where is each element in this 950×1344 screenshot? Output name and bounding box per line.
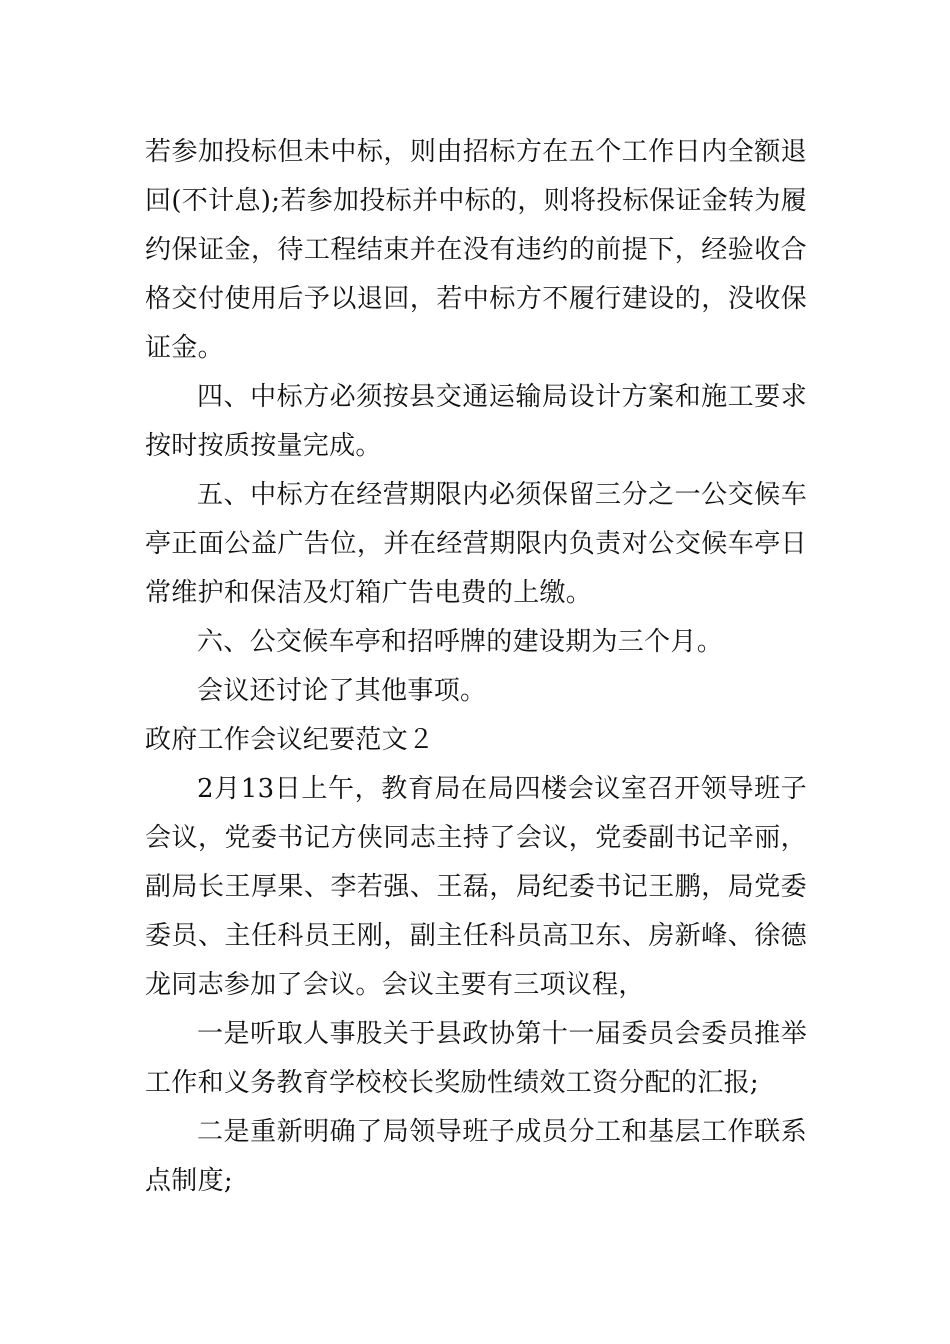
document-body [145, 128, 807, 1206]
paragraph-agenda-one: 一是听取人事股关于县政协第十一届委员会委员推举工作和义务教育学校校长奖励性绩效工资分配的汇报; [145, 1019, 807, 1098]
paragraph-bid-deposit: 若参加投标但未中标，则由招标方在五个工作日内全额退回(不计息);若参加投标并中标的，则将投标保证金转为履约保证金，待工程结束并在没有违约的前提下，经验收合格交付使用后予以退回，若中标方不履行建设的，没收保证金。 [145, 137, 807, 363]
paragraph-meeting-intro: 2月13日上午，教育局在局四楼会议室召开领导班子会议，党委书记方侠同志主持了会议，党委副书记辛丽，副局长王厚果、李若强、王磊，局纪委书记王鹏，局党委委员、主任科员王刚，副主任科员高卫东、房新峰、徐德龙同志参加了会议。会议主要有三项议程， [145, 774, 807, 1000]
paragraph-other-matters: 会议还讨论了其他事项。 [197, 676, 487, 706]
paragraph-item-five: 五、中标方在经营期限内必须保留三分之一公交候车亭正面公益广告位，并在经营期限内负责对公交候车亭日常维护和保洁及灯箱广告电费的上缴。 [145, 480, 807, 608]
section-title: 政府工作会议纪要范文２ [145, 725, 435, 755]
paragraph-item-six: 六、公交候车亭和招呼牌的建设期为三个月。 [197, 627, 724, 657]
paragraph-agenda-two: 二是重新明确了局领导班子成员分工和基层工作联系点制度; [145, 1117, 807, 1196]
paragraph-item-four: 四、中标方必须按县交通运输局设计方案和施工要求按时按质按量完成。 [145, 382, 807, 461]
